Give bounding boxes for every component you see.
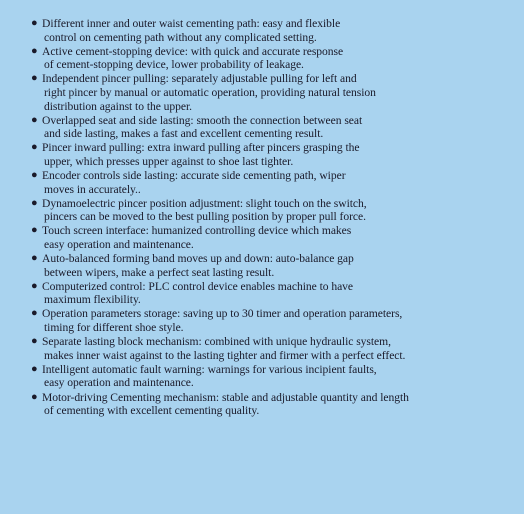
feature-item — [31, 279, 506, 307]
bullet-icon: ● — [31, 169, 38, 182]
feature-title-line: Dynamoelectric pincer position adjustment: slight touch on the switch, — [42, 196, 367, 210]
bullet-icon: ● — [31, 113, 38, 126]
feature-continuation-line: and side lasting, makes a fast and excellent cementing result. — [44, 127, 324, 141]
feature-continuation-line: distribution against to the upper. — [44, 99, 193, 113]
bullet-icon: ● — [31, 224, 38, 237]
feature-title-line: Pincer inward pulling: extra inward pulling after pincers grasping the — [42, 141, 360, 155]
bullet-icon: ● — [31, 141, 38, 154]
bullet-icon: ● — [31, 279, 38, 292]
feature-item — [31, 141, 506, 168]
feature-continuation-line: of cementing with excellent cementing quality. — [44, 404, 260, 418]
bullet-icon: ● — [31, 390, 38, 403]
feature-item — [31, 17, 506, 44]
feature-item — [31, 72, 506, 113]
feature-item — [31, 252, 506, 279]
feature-continuation-line: easy operation and maintenance. — [44, 238, 194, 251]
bullet-icon: ● — [31, 335, 38, 348]
feature-continuation-line: of cement-stopping device, lower probability of leakage. — [44, 58, 304, 72]
feature-item — [31, 113, 506, 141]
feature-continuation-line: easy operation and maintenance. — [44, 376, 194, 390]
feature-continuation-line: upper, which presses upper against to shoe last tighter. — [44, 154, 294, 168]
feature-title-line: Active cement-stopping device: with quick and accurate response — [42, 44, 344, 58]
feature-title-line: Touch screen interface: humanized controlling device which makes — [42, 224, 352, 238]
feature-title-line: Overlapped seat and side lasting: smooth the connection between seat — [42, 113, 363, 127]
feature-item — [31, 169, 506, 196]
bullet-icon: ● — [31, 252, 38, 265]
feature-item — [31, 390, 506, 418]
bullet-icon: ● — [31, 196, 38, 209]
feature-continuation-line: pincers can be moved to the best pulling position by proper pull force. — [44, 210, 366, 224]
feature-title-line: Computerized control: PLC control device enables machine to have — [42, 279, 354, 293]
feature-title-line: Auto-balanced forming band moves up and down: auto-balance gap — [42, 252, 354, 266]
bullet-icon: ● — [31, 362, 38, 375]
bullet-icon: ● — [31, 17, 38, 29]
feature-title-line: Operation parameters storage: saving up to 30 timer and operation parameters, — [42, 307, 403, 321]
feature-item — [31, 196, 506, 224]
bullet-icon: ● — [31, 44, 38, 57]
bullet-icon: ● — [31, 307, 38, 320]
feature-title-line: Independent pincer pulling: separately adjustable pulling for left and — [42, 72, 357, 86]
feature-continuation-line: control on cementing path without any complicated setting. — [44, 30, 317, 44]
feature-item — [31, 44, 506, 72]
feature-item — [31, 335, 506, 362]
feature-continuation-line: moves in accurately.. — [44, 182, 141, 196]
feature-title-line: Motor-driving Cementing mechanism: stable and adjustable quantity and length — [42, 390, 409, 404]
feature-continuation-line: between wipers, make a perfect seat lasting result. — [44, 265, 275, 279]
feature-continuation-line: timing for different shoe style. — [44, 321, 184, 335]
feature-continuation-line: makes inner waist against to the lasting tighter and firmer with a perfect effect. — [44, 348, 406, 362]
feature-item — [31, 224, 506, 251]
feature-item — [31, 307, 506, 335]
feature-title-line: Intelligent automatic fault warning: warnings for various incipient faults, — [42, 362, 377, 376]
feature-continuation-line: right pincer by manual or automatic operation, providing natural tension — [44, 85, 376, 99]
feature-list — [31, 17, 506, 418]
bullet-icon: ● — [31, 72, 38, 85]
feature-title-line: Separate lasting block mechanism: combined with unique hydraulic system, — [42, 335, 391, 349]
feature-item — [31, 362, 506, 390]
feature-continuation-line: maximum flexibility. — [44, 293, 141, 307]
feature-title-line: Different inner and outer waist cementing path: easy and flexible — [42, 17, 341, 30]
feature-title-line: Encoder controls side lasting: accurate side cementing path, wiper — [42, 169, 346, 183]
